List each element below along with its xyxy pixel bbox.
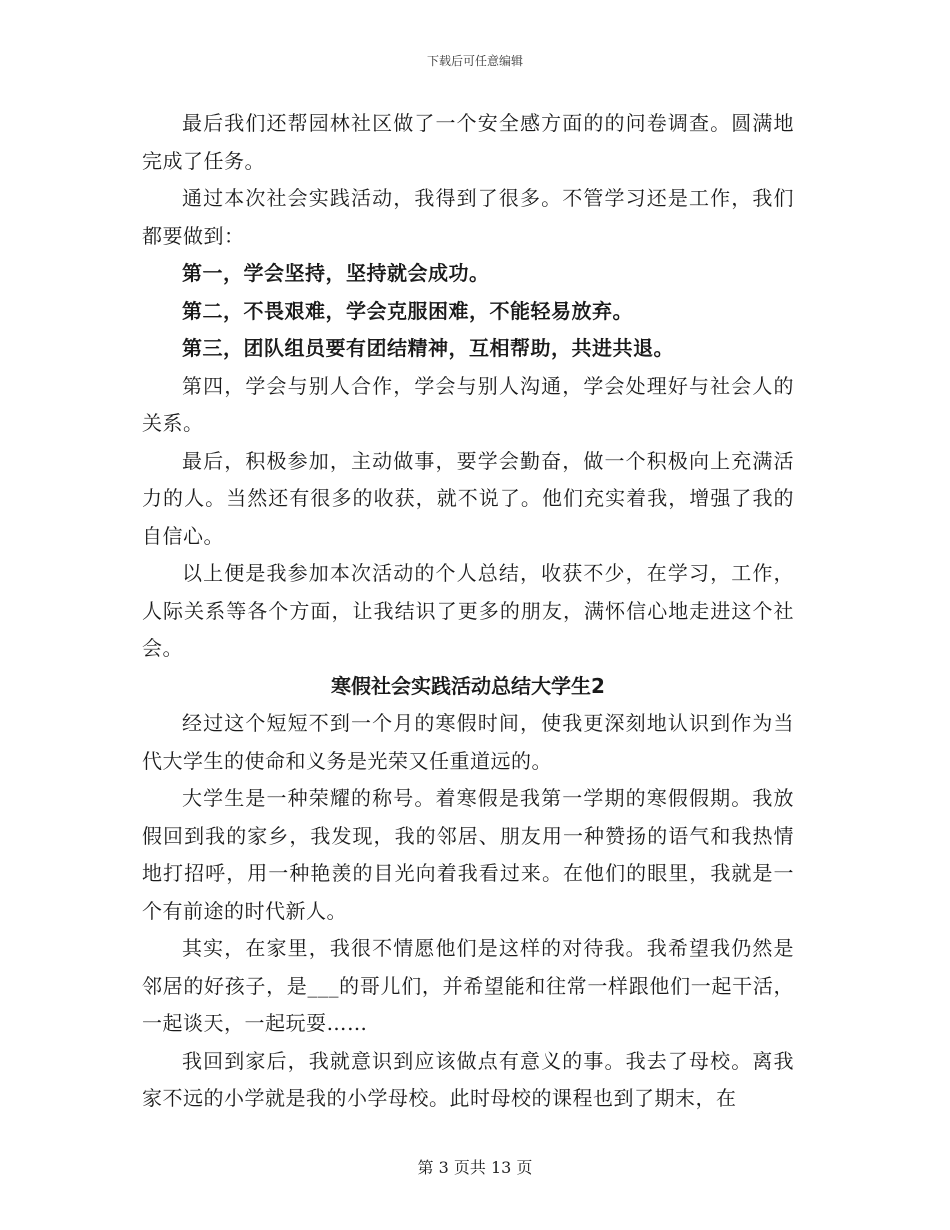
- paragraph: 经过这个短短不到一个月的寒假时间，使我更深刻地认识到作为当代大学生的使命和义务是光荣又任重道远的。: [142, 711, 794, 773]
- bold-point-1: 第一，学会坚持，坚持就会成功。: [182, 261, 490, 285]
- paragraph: 通过本次社会实践活动，我得到了很多。不管学习还是工作，我们都要做到：: [142, 186, 794, 248]
- paragraph: 大学生是一种荣耀的称号。着寒假是我第一学期的寒假假期。我放假回到我的家乡，我发现，我的邻居、朋友用一种赞扬的语气和我热情地打招呼，用一种艳羡的目光向着我看过来。在他们的眼里，我就是一个有前途的时代新人。: [142, 786, 794, 923]
- paragraph: 最后，积极参加，主动做事，要学会勤奋，做一个积极向上充满活力的人。当然还有很多的收获，就不说了。他们充实着我，增强了我的自信心。: [142, 448, 794, 548]
- bold-point-2: 第二，不畏艰难，学会克服困难，不能轻易放弃。: [182, 298, 633, 323]
- paragraph: 以上便是我参加本次活动的个人总结，收获不少，在学习，工作，人际关系等各个方面，让我结识了更多的朋友，满怀信心地走进这个社会。: [142, 561, 794, 660]
- bold-point-3: 第三，团队组员要有团结精神，互相帮助，共进共退。: [182, 336, 674, 360]
- page-header: 下载后可任意编辑: [426, 54, 523, 68]
- document-body: [142, 105, 794, 1118]
- paragraph: 我回到家后，我就意识到应该做点有意义的事。我去了母校。离我家不远的小学就是我的小学母校。此时母校的课程也到了期末，在: [142, 1048, 794, 1110]
- section-heading: 寒假社会实践活动总结大学生2: [331, 673, 605, 698]
- page-footer: 第 3 页共 13 页: [417, 1158, 533, 1177]
- paragraph: 其实，在家里，我很不情愿他们是这样的对待我。我希望我仍然是邻居的好孩子，是___的哥儿们，并希望能和往常一样跟他们一起干活，一起谈天，一起玩耍……: [142, 936, 794, 1035]
- paragraph: 第四，学会与别人合作，学会与别人沟通，学会处理好与社会人的关系。: [142, 373, 794, 435]
- paragraph: 最后我们还帮园林社区做了一个安全感方面的的问卷调查。圆满地完成了任务。: [142, 111, 794, 173]
